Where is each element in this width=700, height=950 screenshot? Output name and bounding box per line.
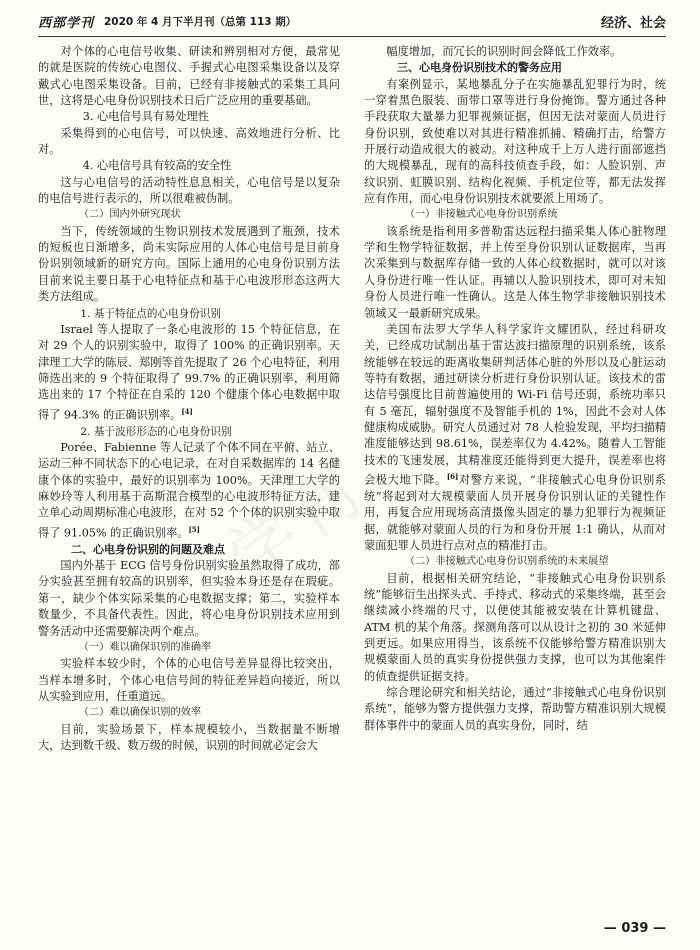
- paragraph: [364, 77, 666, 208]
- subheading: [38, 109, 340, 125]
- citation-ref: [4]: [181, 406, 193, 416]
- paragraph: [38, 656, 340, 705]
- subsection-heading: [364, 554, 666, 570]
- text: 目前，实验场景下，样本规模较小，当数据量不断增大，达到数千级、数万级的时候，识别的时间就必定会大: [38, 722, 340, 752]
- paragraph: [38, 175, 340, 208]
- text: 对个体的心电信号收集、研读和辨别相对方便，最常见的就是医院的传统心电图仪、手握式心电图采集设备以及穿戴式心电图采集设备。目前，已经有非接触式的采集工具问世，这将是心电身份识别技术日后广泛应用的重要基础。: [38, 45, 340, 108]
- paragraph: [364, 685, 666, 734]
- paragraph: [364, 571, 666, 685]
- subheading: [38, 158, 340, 174]
- text: 实验样本较少时，个体的心电信号差异显得比较突出，当样本增多时，个体心电信号间的特征差异趋向接近，所以从实验到应用，任重道远。: [38, 657, 340, 703]
- paragraph: [38, 126, 340, 159]
- paragraph: [38, 722, 340, 755]
- text: （一）非接触式心电身份识别系统: [404, 209, 558, 221]
- text: 4. 心电信号具有较高的安全性: [82, 159, 232, 173]
- text: 综合理论研究和相关结论，通过“非接触式心电身份识别系统”，能够为警方提供强力支撑，帮助警方精准识别大规模群体事件中的蒙面人员的真实身份，同时，结: [364, 686, 666, 732]
- running-header: [38, 10, 666, 37]
- paragraph: [38, 558, 340, 640]
- section-heading: [38, 542, 340, 558]
- text: 国内外基于 ECG 信号身份识别实验虽然取得了成功，部分实验甚至拥有较高的识别率，但实验本身还是存在瑕疵。第一，缺少个体实际采集的心电数据支撑；第二，实验样本数量少，不具备代表性。因此，将心电身份识别技术应用到警务活动中还需要解决两个难点。: [38, 559, 340, 638]
- text: （一）难以确保识别的准确率: [78, 641, 212, 653]
- text: 目前，根据相关研究结论，“非接触式心电身份识别系统”能够衍生出探头式、手持式、移动式的采集终端，甚至会继续减小终端的尺寸，以便使其能被安装在计算机键盘、ATM 机的某个角落。探测角落可以从设计之初的 30 米延伸到更远。如果应用得当，该系统不仅能够给警方精准识别大规模蒙面人员的真实身份提供强力支撑，也可以为其他案件的侦查提供证据支持。: [364, 571, 666, 683]
- text: 三、心电身份识别技术的警务应用: [397, 61, 562, 75]
- journal-logo: 西部学刊: [38, 16, 95, 31]
- text: Israel 等人提取了一条心电波形的 15 个特征信息，在对 29 个人的识别实验中，取得了 100% 的正确识别率。天津理工大学的陈辰、郑刚等首先提取了 26 个心电特征，利用筛选出来的 9 个特征取得了 99.7% 的正确识别率，利用筛选出来的 17 个特征在自采的 120 个健康个体心电数据中取得了 94.3% 的正确识别率。: [38, 322, 340, 422]
- left-column: [38, 44, 340, 754]
- paragraph: [364, 322, 666, 555]
- text: 二、心电身份识别的问题及难点: [71, 542, 225, 556]
- text: （二）非接触式心电身份识别系统的未来展望: [404, 556, 609, 568]
- paragraph: [364, 224, 666, 322]
- text: （二）国内外研究现状: [78, 209, 181, 221]
- right-column: [364, 44, 666, 734]
- text: 有案例显示，某地暴乱分子在实施暴乱犯罪行为时，统一穿着黑色服装、面带口罩等进行身份掩饰。警方通过各种手段获取大量暴力犯罪视频证据，但因无法对蒙面人员进行身份识别，致使难以对其进行精准抓捕、精确打击，给警方开展行动造成很大的被动。对这种成千上万人进行面部遮挡的大规模暴乱，现有的高科技侦查手段，如：人脸识别、声纹识别、虹膜识别、结构化视频、手机定位等，都无法发挥应有作用，而心电身份识别技术就要派上用场了。: [364, 77, 666, 206]
- citation-ref: [6]: [446, 471, 459, 481]
- text: 3. 心电信号具有易处理性: [82, 110, 209, 124]
- text: 当下，传统领域的生物识别技术发展遇到了瓶颈，技术的短板也日渐增多，尚未实际应用的人体心电信号是目前身份识别领域新的研究方向。国际上通用的心电身份识别方法目前来说主要日基于心电特征点和基于心电波形形态这两大类方法组成。: [38, 224, 340, 304]
- text: Porée、Fabienne 等人记录了个体不同在平俯、站立、运动三种不同状态下的心电记录，在对自采数据库的 14 名健康个体的实验中，最好的识别率为 100%。天津理工大学的麻妙玲等人利用基于高斯混合模型的心电波形特征方法，建立单心动周期标准心电波形，在对 52 个个体的识别实验中取得了 91.05% 的正确识别率。: [38, 440, 340, 540]
- text: 2. 基于波形形态的心电身份识别: [80, 425, 232, 438]
- subsection-heading: [38, 705, 340, 721]
- text: 美国布法罗大学华人科学家许文耀团队，经过科研攻关，已经成功试制出基于雷达波扫描原理的识别系统，该系统能够在较远的距离收集研判活体心脏的外形以及心脏运动等特有数据，通过研读分析进行身份识别认证。该技术的雷达信号强度比目前普遍使用的 Wi-Fi 信号还弱，系统功率只有 5 毫瓦，辐射强度不及智能手机的 1%，因此不会对人体健康构成威胁。研究人员通过对 78 人检验发现，平均扫描精准度能够达到 98.61%，误差率仅为 4.42%。随着人工智能技术的飞速发展，其精准度还能得到更大提升，误差率也将会极大地下降。: [364, 322, 666, 487]
- paragraph: [38, 322, 340, 424]
- section-tag: 经济、社会: [600, 16, 666, 31]
- paragraph: [38, 44, 340, 109]
- paragraph: [38, 224, 340, 306]
- text: 对警方来说，“非接触式心电身份识别系统”将起到对大规模蒙面人员开展身份识别认证的关键性作用，再复合应用现场高清摄像头固定的暴力犯罪行为视频证据，就能够对蒙面人员的行为和身份开展 1:1 确认，从而对蒙面犯罪人员进行点对点的精准打击。: [364, 473, 666, 553]
- subsection-heading: [38, 207, 340, 223]
- paragraph: [38, 440, 340, 542]
- section-heading: [364, 60, 666, 76]
- subsection-heading: [38, 640, 340, 656]
- text: 幅度增加，而冗长的识别时间会降低工作效率。: [386, 45, 622, 58]
- text: （二）难以确保识别的效率: [78, 707, 202, 719]
- page-number: — 039 —: [603, 921, 666, 936]
- text: 该系统是指利用多普勒雷达远程扫描采集人体心脏物理学和生物学特征数据，并上传至身份识别认证数据库，当再次采集到与数据库存储一致的人体心纹数据时，就可以对该人身份进行唯一性认证。再辅以人脸识别技术，即可对未知身份人员进行唯一性确认。这是人体生物学非接触识别技术领域又一最新研究成果。: [364, 224, 666, 320]
- subsection-heading: [38, 306, 340, 322]
- subsection-heading: [38, 424, 340, 440]
- subsection-heading: [364, 207, 666, 223]
- text: 这与心电信号的活动特性息息相关，心电信号是以复杂的电信号进行表示的，所以很难被伪制。: [38, 175, 340, 206]
- text: 采集得到的心电信号，可以快速、高效地进行分析、比对。: [38, 126, 340, 157]
- issue-info: 2020 年 4 月下半月刊（总第 113 期）: [104, 16, 297, 28]
- citation-ref: [5]: [188, 524, 200, 534]
- paragraph: [364, 44, 666, 60]
- text: 1. 基于特征点的心电身份识别: [80, 307, 221, 320]
